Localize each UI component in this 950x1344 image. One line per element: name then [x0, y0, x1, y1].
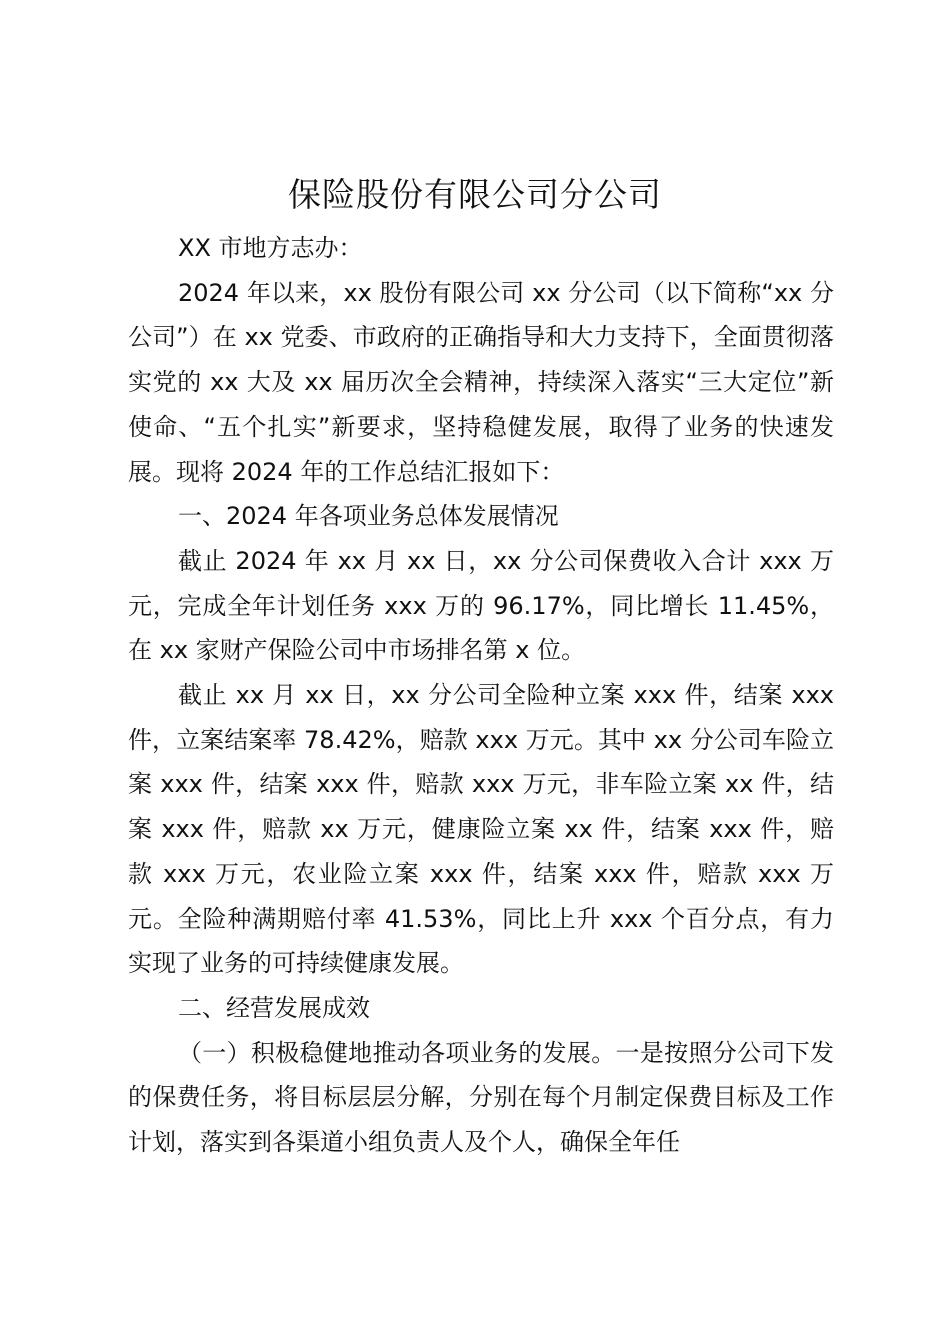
document-title: 保险股份有限公司分公司 — [288, 175, 662, 214]
paragraph-business-development: （一）积极稳健地推动各项业务的发展。一是按照分公司下发的保费任务，将目标层层分解，分别在每个月制定保费目标及工作计划，落实到各渠道小组负责人及个人，确保全年任 — [128, 1038, 834, 1157]
salutation: XX 市地方志办： — [178, 234, 363, 262]
paragraph-intro: 2024 年以来，xx 股份有限公司 xx 分公司（以下简称“xx 分公司”）在 xx 党委、市政府的正确指导和大力支持下，全面贯彻落实党的 xx 大及 xx 届历次全会精神，持续深入落实“三大定位”新使命、“五个扎实”新要求，坚持稳健发展，取得了业务的快速发展。现将 2024 年的工作总结汇报如下： — [128, 278, 834, 486]
section-heading-1: 一、2024 年各项业务总体发展情况 — [178, 502, 559, 531]
paragraph-premium-income: 截止 2024 年 xx 月 xx 日，xx 分公司保费收入合计 xxx 万元，完成全年计划任务 xxx 万的 96.17%，同比增长 11.45%，在 xx 家财产保险公司中市场排名第 x 位。 — [128, 546, 834, 665]
section-heading-2: 二、经营发展成效 — [178, 993, 370, 1022]
paragraph-claims: 截止 xx 月 xx 日，xx 分公司全险种立案 xxx 件，结案 xxx 件，立案结案率 78.42%，赔款 xxx 万元。其中 xx 分公司车险立案 xxx 件，结案 xxx 件，赔款 xxx 万元，非车险立案 xx 件，结案 xxx 件，赔款 xx 万元，健康险立案 xx 件，结案 xxx 件，赔款 xxx 万元，农业险立案 xxx 件，结案 xxx 件，赔款 xxx 万元。全险种满期赔付率 41.53%，同比上升 xxx 个百分点，有力实现了业务的可持续健康发展。 — [128, 681, 834, 978]
document-body — [128, 226, 834, 1165]
